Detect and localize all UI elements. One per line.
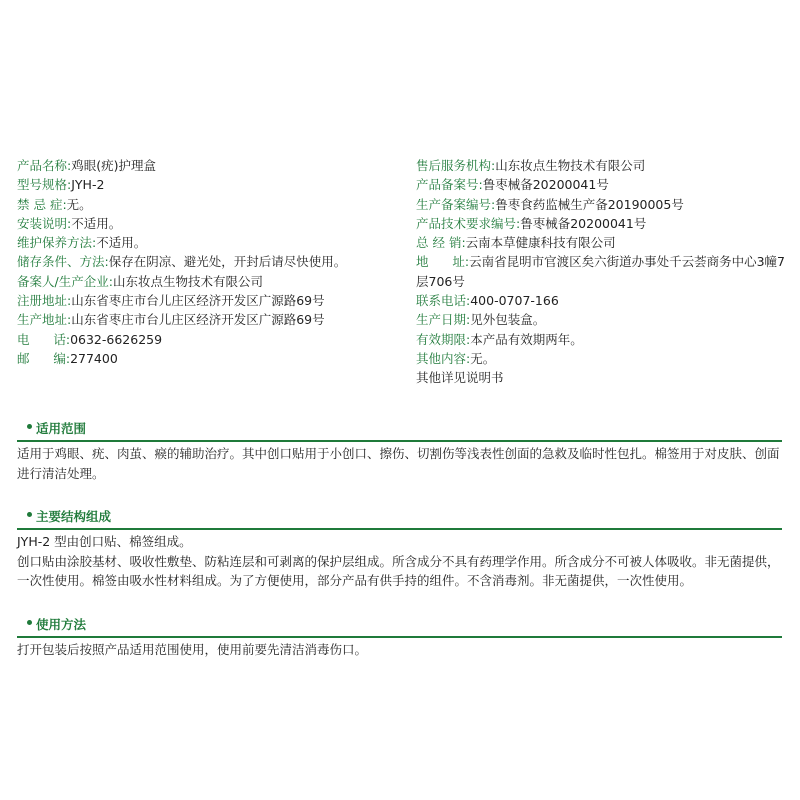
info-value: 山东省枣庄市台儿庄区经济开发区广源路69号 [71,293,325,309]
info-label: 总 经 销: [416,235,466,251]
section-paragraph: 创口贴由涂胶基材、吸收性敷垫、防粘连层和可剥离的保护层组成。所含成分不具有药理学作用。所含成分不可被人体吸收。非无菌提供，一次性使用。棉签由吸水性材料组成。为了方便使用，部分产品有供手持的组件。不含消毒剂。非无菌提供，一次性使用。 [17,553,780,588]
info-label: 售后服务机构: [416,158,496,173]
info-row-installation [17,214,397,233]
info-row-other [416,349,786,368]
bullet-icon [27,620,32,625]
section-title: 使用方法 [36,617,87,632]
section-paragraph: 打开包装后按照产品适用范围使用，使用前要先清洁消毒伤口。 [17,642,368,657]
info-value: 无。 [66,196,92,212]
info-label: 产品名称: [17,158,72,173]
info-label: 生产地址: [17,312,72,328]
info-value: 鸡眼(疣)护理盒 [71,158,156,173]
info-label: 储存条件、方法: [17,254,109,270]
info-row-model [17,175,397,194]
info-value: 云南本草健康科技有限公司 [465,235,616,251]
product-info-right [416,156,786,388]
info-row-after-sales [416,156,786,175]
info-label: 邮 编: [17,350,71,366]
info-label: 联系电话: [416,293,471,309]
product-info-left [17,156,397,368]
info-row-registered-address [17,291,397,310]
info-row-registrant [17,272,397,291]
info-row-product-name [17,156,397,175]
info-label: 其他内容: [416,350,471,366]
info-value: 云南省昆明市官渡区矣六街道办事处千云荟商务中心3幢7层706号 [416,254,785,289]
section-header [17,418,782,442]
info-row-expiry [416,330,786,349]
info-value: 0632-6626259 [70,331,163,347]
info-label: 维护保养方法: [17,235,97,251]
bullet-icon [27,512,32,517]
info-value: 鲁枣械备20200041号 [520,215,647,231]
section-header [17,614,782,638]
info-value: 400-0707-166 [470,293,559,309]
info-label: 注册地址: [17,293,72,309]
section-body [17,442,782,483]
info-value: 不适用。 [96,235,147,251]
section-structure [17,506,782,591]
info-label: 禁 忌 症: [17,196,67,212]
section-scope [17,418,782,483]
info-row-contraindications [17,195,397,214]
bullet-icon [27,424,32,429]
info-row-distributor [416,233,786,252]
info-label: 产品技术要求编号: [416,215,521,231]
section-body [17,638,782,660]
info-value: 保存在阴凉、避光处，开封后请尽快使用。 [108,254,347,270]
info-value: 不适用。 [71,215,122,231]
section-usage [17,614,782,660]
info-row-storage [17,252,397,271]
info-value: 277400 [70,350,118,366]
info-label: 地 址: [416,254,470,270]
info-value: 其他详见说明书 [416,370,504,386]
section-paragraph: 适用于鸡眼、疣、肉茧、瘊的辅助治疗。其中创口贴用于小创口、擦伤、切割伤等浅表性创面的急救及临时性包扎。棉签用于对皮肤、创面进行清洁处理。 [17,446,780,481]
info-value: 见外包装盒。 [470,312,546,328]
info-row-phone [17,330,397,349]
section-body [17,530,782,591]
info-label: 生产日期: [416,312,471,328]
info-value: 鲁枣械备20200041号 [482,177,609,193]
info-label: 安装说明: [17,215,72,231]
info-row-production-date [416,310,786,329]
info-row-postcode [17,349,397,368]
info-value: 山东妆点生物技术有限公司 [112,273,263,289]
section-paragraph: JYH-2 型由创口贴、棉签组成。 [17,534,192,549]
section-title: 主要结构组成 [36,509,112,524]
info-row-contact-phone [416,291,786,310]
info-label: 型号规格: [17,177,72,193]
info-row-see-manual [416,368,786,387]
info-label: 电 话: [17,331,71,347]
info-row-production-filing [416,195,786,214]
info-label: 生产备案编号: [416,196,496,212]
info-label: 产品备案号: [416,177,483,193]
info-row-tech-requirement [416,214,786,233]
info-value: 鲁枣食药监械生产备20190005号 [495,196,684,212]
section-header [17,506,782,530]
info-value: 山东妆点生物技术有限公司 [495,158,646,173]
info-row-address [416,252,786,291]
info-label: 备案人/生产企业: [17,273,113,289]
info-label: 有效期限: [416,331,471,347]
info-row-production-address [17,310,397,329]
info-value: 本产品有效期两年。 [470,331,583,347]
section-title: 适用范围 [36,421,87,436]
info-row-filing-number [416,175,786,194]
info-value: 山东省枣庄市台儿庄区经济开发区广源路69号 [71,312,325,328]
info-value: JYH-2 [71,177,105,193]
info-row-maintenance [17,233,397,252]
info-value: 无。 [470,350,496,366]
